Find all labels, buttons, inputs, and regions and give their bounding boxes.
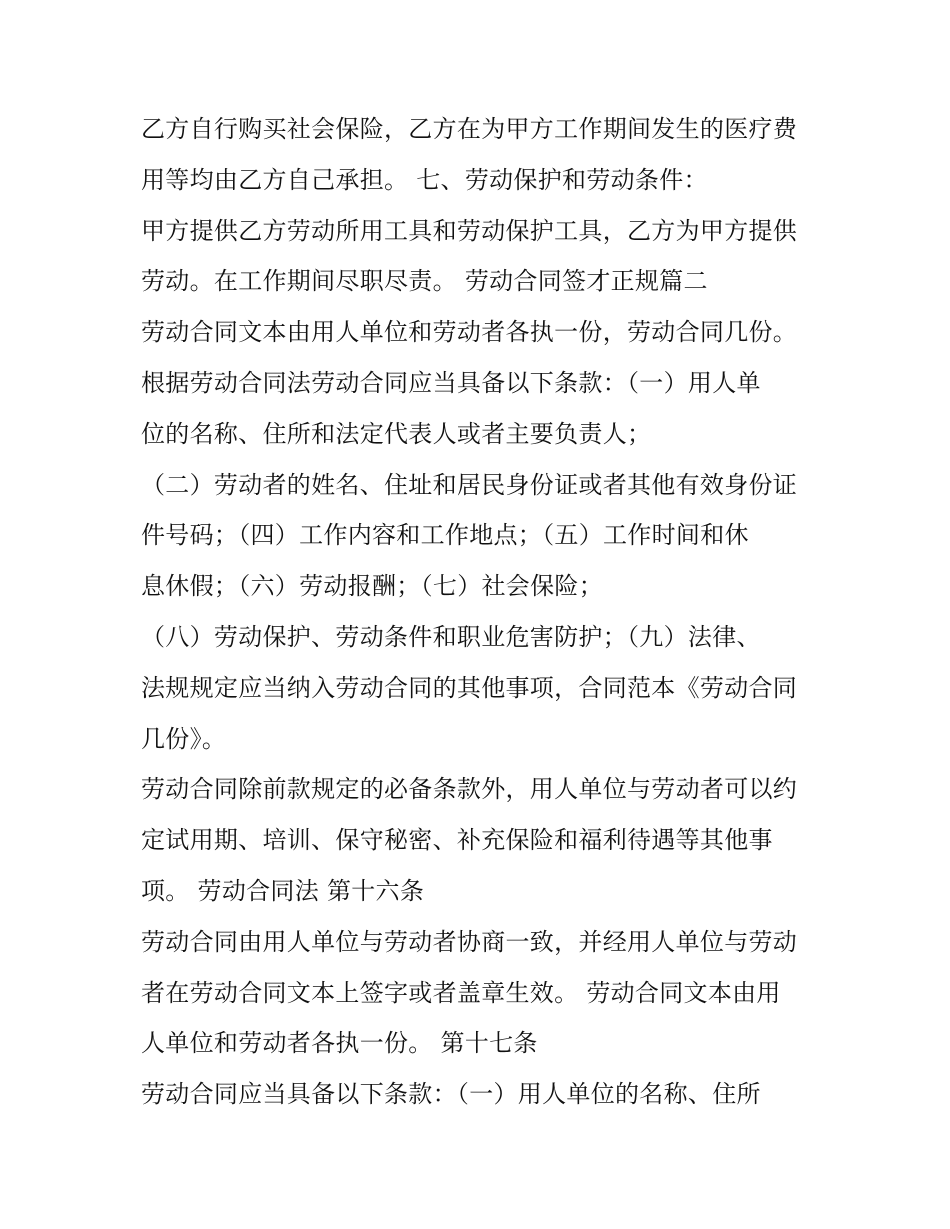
text-line: 定试用期、培训、保守秘密、补充保险和福利待遇等其他事 [141, 826, 773, 855]
text-line: 劳动合同文本由用人单位和劳动者各执一份，劳动合同几份。 [141, 318, 798, 347]
text-line: 劳动合同除前款规定的必备条款外，用人单位与劳动者可以约 [141, 775, 798, 804]
text-line: （二）劳动者的姓名、住址和居民身份证或者其他有效身份证 [141, 470, 798, 499]
text-line: 根据劳动合同法劳动合同应当具备以下条款：（一）用人单 [141, 368, 761, 397]
text-line: 几份》。 [141, 724, 227, 753]
document-body [141, 104, 831, 1120]
text-line: 乙方自行购买社会保险，乙方在为甲方工作期间发生的医疗费 [141, 115, 798, 143]
text-line: 人单位和劳动者各执一份。 第十七条 [141, 1029, 538, 1058]
text-line: 劳动合同由用人单位与劳动者协商一致，并经用人单位与劳动 [141, 927, 798, 956]
text-line: 位的名称、住所和法定代表人或者主要负责人； [141, 419, 652, 448]
text-line: 法规规定应当纳入劳动合同的其他事项，合同范本《劳动合同 [141, 673, 798, 702]
text-line: 用等均由乙方自己承担。 七、劳动保护和劳动条件： [141, 165, 708, 194]
text-line: 项。 劳动合同法 第十六条 [141, 876, 425, 905]
text-line: 者在劳动合同文本上签字或者盖章生效。 劳动合同文本由用 [141, 978, 781, 1007]
text-line: 劳动。在工作期间尽职尽责。 劳动合同签才正规篇二 [141, 267, 708, 296]
text-line: 甲方提供乙方劳动所用工具和劳动保护工具，乙方为甲方提供 [141, 216, 798, 245]
text-line: 息休假；（六）劳动报酬；（七）社会保险； [141, 572, 603, 601]
text-line: 劳动合同应当具备以下条款：（一）用人单位的名称、住所 [141, 1080, 761, 1109]
text-line: （八）劳动保护、劳动条件和职业危害防护；（九）法律、 [141, 622, 761, 651]
text-line: 件号码；（四）工作内容和工作地点；（五）工作时间和休 [141, 521, 749, 550]
